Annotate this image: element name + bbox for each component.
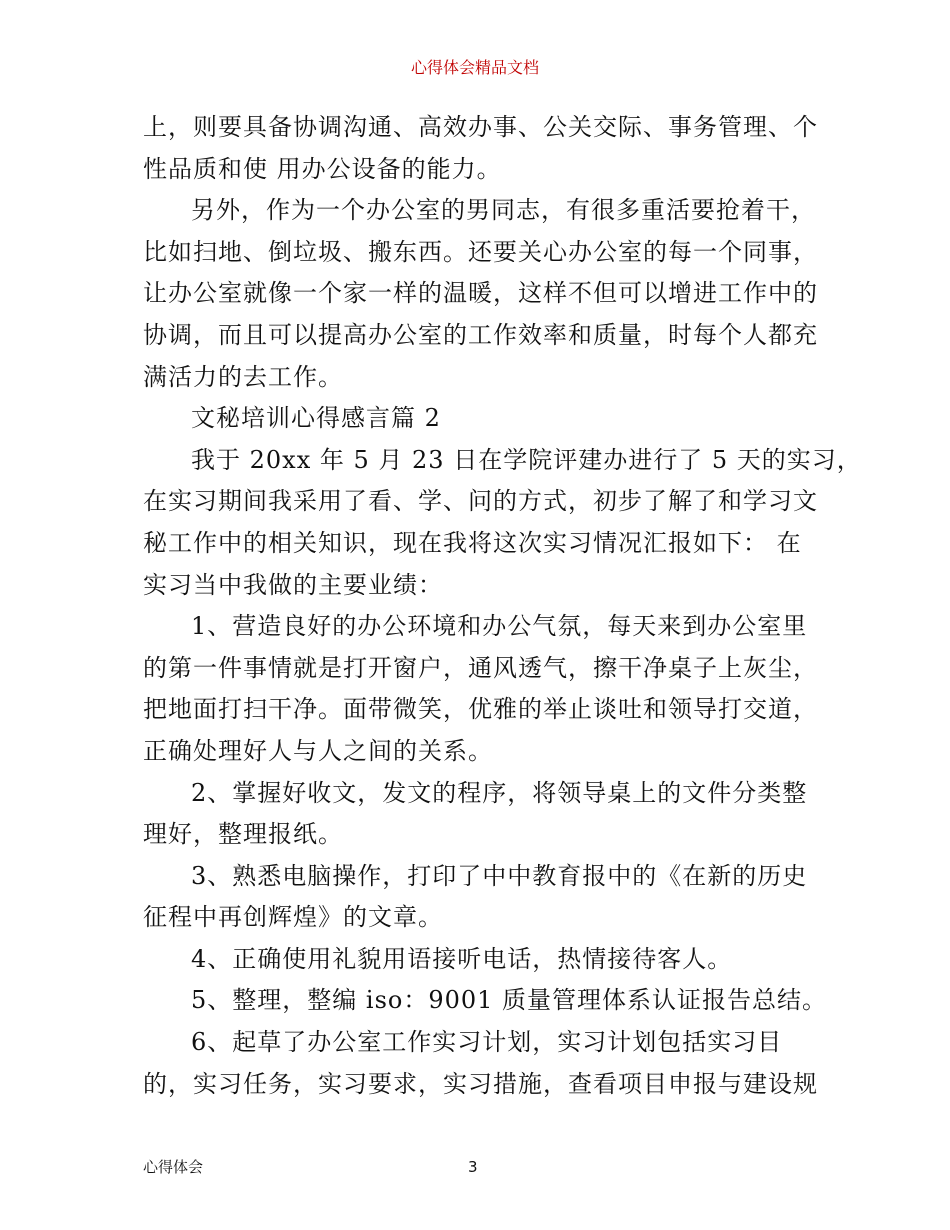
body-line: 性品质和使 用办公设备的能力。: [143, 154, 502, 183]
document-body: [143, 107, 862, 1105]
body-line: 上，则要具备协调沟通、高效办事、公关交际、事务管理、个: [143, 113, 818, 141]
body-line: 比如扫地、倒垃圾、搬东西。还要关心办公室的每一个同事，: [143, 237, 818, 266]
body-line: 2、掌握好收文，发文的程序，将领导桌上的文件分类整: [191, 778, 808, 807]
body-line: 秘工作中的相关知识，现在我将这次实习情况汇报如下： 在: [143, 528, 802, 557]
body-line: 满活力的去工作。: [143, 362, 343, 391]
body-line: 把地面打扫干净。面带微笑，优雅的举止谈吐和领导打交道，: [143, 695, 818, 724]
document-header-title: 心得体会精品文档: [410, 58, 539, 77]
body-line: 的，实习任务，实习要求，实习措施，查看项目申报与建设规: [143, 1069, 818, 1098]
body-line: 征程中再创辉煌》的文章。: [143, 903, 443, 932]
body-line: 让办公室就像一个家一样的温暖，这样不但可以增进工作中的: [143, 279, 818, 308]
body-line: 5、整理，整编 iso：9001 质量管理体系认证报告总结。: [191, 986, 828, 1015]
body-line: 1、营造良好的办公环境和办公气氛，每天来到办公室里: [191, 612, 808, 641]
body-line: 理好，整理报纸。: [143, 820, 343, 849]
body-line: 我于 20xx 年 5 月 23 日在学院评建办进行了 5 天的实习，: [191, 445, 862, 474]
body-line: 正确处理好人与人之间的关系。: [143, 736, 493, 765]
body-line: 实习当中我做的主要业绩：: [143, 570, 443, 599]
section-heading: 文秘培训心得感言篇 2: [191, 404, 441, 433]
body-line: 4、正确使用礼貌用语接听电话，热情接待客人。: [191, 944, 733, 973]
body-line: 协调，而且可以提高办公室的工作效率和质量，时每个人都充: [143, 320, 818, 349]
footer-label: 心得体会: [143, 1158, 204, 1176]
body-line: 的第一件事情就是打开窗户，通风透气，擦干净桌子上灰尘，: [143, 653, 818, 682]
body-line: 另外，作为一个办公室的男同志，有很多重活要抢着干，: [191, 196, 816, 225]
body-line: 在实习期间我采用了看、学、问的方式，初步了解了和学习文: [143, 487, 818, 516]
page-number: 3: [468, 1158, 478, 1176]
body-line: 6、起草了办公室工作实习计划，实习计划包括实习目: [191, 1028, 783, 1057]
body-line: 3、熟悉电脑操作，打印了中中教育报中的《在新的历史: [191, 861, 808, 890]
